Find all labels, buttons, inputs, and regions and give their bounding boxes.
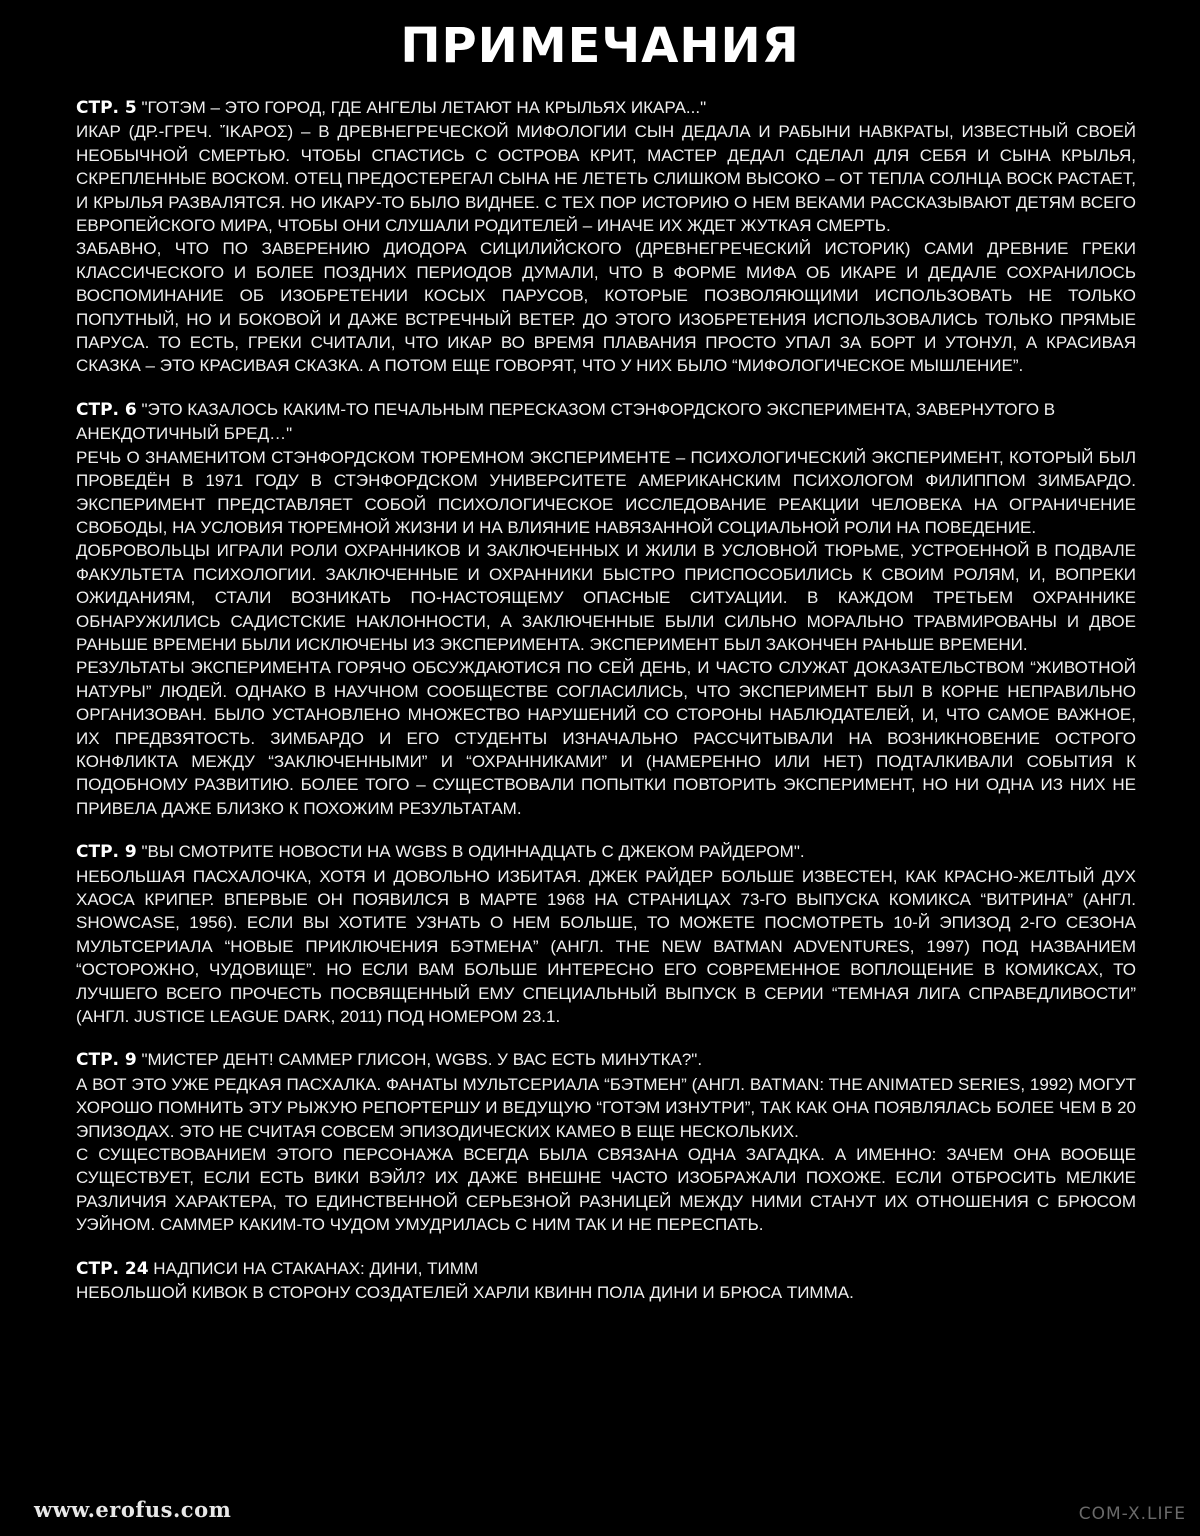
note-paragraph: ИКАР (ДР.-ГРЕЧ. ἼΚΑΡΟΣ) – В ДРЕВНЕГРЕЧЕСКОЙ МИФОЛОГИИ СЫН ДЕДАЛА И РАБЫНИ НАВКРАТЫ, ИЗВЕСТНЫЙ СВОЕЙ НЕОБЫЧНОЙ СМЕРТЬЮ. ЧТОБЫ СПАСТИСЬ С ОСТРОВА КРИТ, МАСТЕР ДЕДАЛ СДЕЛАЛ ДЛЯ СЕБЯ И СЫНА КРЫЛЬЯ, СКРЕПЛЕННЫЕ ВОСКОМ. ОТЕЦ ПРЕДОСТЕРЕГАЛ СЫНА НЕ ЛЕТЕТЬ СЛИШКОМ ВЫСОКО – ОТ ТЕПЛА СОЛНЦА ВОСК РАСТАЕТ, И КРЫЛЬЯ РАЗВАЛЯТСЯ. НО ИКАРУ-ТО БЫЛО ВИДНЕЕ. С ТЕХ ПОР ИСТОРИЮ О НЕМ ВЕКАМИ РАССКАЗЫВАЮТ ДЕТЯМ ВСЕГО ЕВРОПЕЙСКОГО МИРА, ЧТОБЫ ОНИ СЛУШАЛИ РОДИТЕЛЕЙ – ИНАЧЕ ИХ ЖДЕТ ЖУТКАЯ СМЕРТЬ.	[76, 122, 1136, 236]
note-heading	[76, 840, 1136, 864]
note-paragraph: А ВОТ ЭТО УЖЕ РЕДКАЯ ПАСХАЛКА. ФАНАТЫ МУЛЬТСЕРИАЛА “БЭТМЕН” (АНГЛ. BATMAN: THE ANIMATED SERIES, 1992) МОГУТ ХОРОШО ПОМНИТЬ ЭТУ РЫЖУЮ РЕПОРТЕРШУ И ВЕДУЩУЮ “ГОТЭМ ИЗНУТРИ”, ТАК КАК ОНА ПОЯВЛЯЛАСЬ БОЛЕЕ ЧЕМ В 20 ЭПИЗОДАХ. ЭТО НЕ СЧИТАЯ СОВСЕМ ЭПИЗОДИЧЕСКИХ КАМЕО В ЕЩЕ НЕСКОЛЬКИХ.	[76, 1074, 1136, 1141]
note-heading	[76, 1048, 1136, 1072]
note-page-9-creeper	[76, 840, 1136, 1028]
note-paragraph: НЕБОЛЬШАЯ ПАСХАЛОЧКА, ХОТЯ И ДОВОЛЬНО ИЗБИТАЯ. ДЖЕК РАЙДЕР БОЛЬШЕ ИЗВЕСТЕН, КАК КРАСНО-ЖЕЛТЫЙ ДУХ ХАОСА КРИПЕР. ВПЕРВЫЕ ОН ПОЯВИЛСЯ В МАРТЕ 1968 НА СТРАНИЦАХ 73-ГО ВЫПУСКА КОМИКСА “ВИТРИНА” (АНГЛ. SHOWCASE, 1956). ЕСЛИ ВЫ ХОТИТЕ УЗНАТЬ О НЕМ БОЛЬШЕ, ТО МОЖЕТЕ ПОСМОТРЕТЬ 10-Й ЭПИЗОД 2-ГО СЕЗОНА МУЛЬТСЕРИАЛА “НОВЫЕ ПРИКЛЮЧЕНИЯ БЭТМЕНА” (АНГЛ. THE NEW BATMAN ADVENTURES, 1997) ПОД НАЗВАНИЕМ “ОСТОРОЖНО, ЧУДОВИЩЕ”. НО ЕСЛИ ВАМ БОЛЬШЕ ИНТЕРЕСНО ЕГО СОВРЕМЕННОЕ ВОПЛОЩЕНИЕ В КОМИКСАХ, ТО ЛУЧШЕГО ВСЕГО ПРОЧЕСТЬ ПОСВЯЩЕННЫЙ ЕМУ СПЕЦИАЛЬНЫЙ ВЫПУСК В СЕРИИ “ТЕМНАЯ ЛИГА СПРАВЕДЛИВОСТИ” (АНГЛ. JUSTICE LEAGUE DARK, 2011) ПОД НОМЕРОМ 23.1.	[76, 866, 1136, 1027]
note-quote: "ГОТЭМ – ЭТО ГОРОД, ГДЕ АНГЕЛЫ ЛЕТАЮТ НА КРЫЛЬЯХ ИКАРА..."	[136, 98, 707, 117]
watermark-site-left: www.erofus.com	[34, 1497, 232, 1522]
note-quote: НАДПИСИ НА СТАКАНАХ: ДИНИ, ТИММ	[148, 1258, 479, 1278]
note-heading	[76, 96, 1136, 120]
note-quote: "ЭТО КАЗАЛОСЬ КАКИМ-ТО ПЕЧАЛЬНЫМ ПЕРЕСКАЗОМ СТЭНФОРДСКОГО ЭКСПЕРИМЕНТА, ЗАВЕРНУТОГО В АНЕКДОТИЧНЫЙ БРЕД…"	[76, 399, 1056, 444]
page-title: ПРИМЕЧАНИЯ	[400, 18, 800, 74]
note-paragraph: ДОБРОВОЛЬЦЫ ИГРАЛИ РОЛИ ОХРАННИКОВ И ЗАКЛЮЧЕННЫХ И ЖИЛИ В УСЛОВНОЙ ТЮРЬМЕ, УСТРОЕННОЙ В ПОДВАЛЕ ФАКУЛЬТЕТА ПСИХОЛОГИИ. ЗАКЛЮЧЕННЫЕ И ОХРАННИКИ БЫСТРО ПРИСПОСОБИЛИСЬ К СВОИМ РОЛЯМ, И, ВОПРЕКИ ОЖИДАНИЯМ, СТАЛИ ВОЗНИКАТЬ ПО-НАСТОЯЩЕМУ ОПАСНЫЕ СИТУАЦИИ. В КАЖДОМ ТРЕТЬЕМ ОХРАННИКЕ ОБНАРУЖИЛИСЬ САДИСТСКИЕ НАКЛОННОСТИ, А ЗАКЛЮЧЕННЫЕ БЫЛИ СИЛЬНО МОРАЛЬНО ТРАВМИРОВАНЫ И ДВОЕ РАНЬШЕ ВРЕМЕНИ БЫЛИ ИСКЛЮЧЕНЫ ИЗ ЭКСПЕРИМЕНТА. ЭКСПЕРИМЕНТ БЫЛ ЗАКОНЧЕН РАНЬШЕ ВРЕМЕНИ.	[76, 541, 1136, 654]
note-paragraph: НЕБОЛЬШОЙ КИВОК В СТОРОНУ СОЗДАТЕЛЕЙ ХАРЛИ КВИНН ПОЛА ДИНИ И БРЮСА ТИММА.	[76, 1283, 854, 1303]
note-paragraph: РЕЗУЛЬТАТЫ ЭКСПЕРИМЕНТА ГОРЯЧО ОБСУЖДАЮТИСЯ ПО СЕЙ ДЕНЬ, И ЧАСТО СЛУЖАТ ДОКАЗАТЕЛЬСТВОМ “ЖИВОТНОЙ НАТУРЫ” ЛЮДЕЙ. ОДНАКО В НАУЧНОМ СООБЩЕСТВЕ СОГЛАСИЛИСЬ, ЧТО ЭКСПЕРИМЕНТ БЫЛ В КОРНЕ НЕПРАВИЛЬНО ОРГАНИЗОВАН. БЫЛО УСТАНОВЛЕНО МНОЖЕСТВО НАРУШЕНИЙ СО СТОРОНЫ НАБЛЮДАТЕЛЕЙ, И, ЧТО САМОЕ ВАЖНОЕ, ИХ ПРЕДВЗЯТОСТЬ. ЗИМБАРДО И ЕГО СТУДЕНТЫ ИЗНАЧАЛЬНО РАССЧИТЫВАЛИ НА ВОЗНИКНОВЕНИЕ ОСТРОГО КОНФЛИКТА МЕЖДУ “ЗАКЛЮЧЕННЫМИ” И “ОХРАННИКАМИ” И (НАМЕРЕННО ИЛИ НЕТ) ПОДТАЛКИВАЛИ СОБЫТИЯ К ПОДОБНОМУ РАЗВИТИЮ. БОЛЕЕ ТОГО – СУЩЕСТВОВАЛИ ПОПЫТКИ ПОВТОРИТЬ ЭКСПЕРИМЕНТ, НО НИ ОДНА ИЗ НИХ НЕ ПРИВЕЛА ДАЖЕ БЛИЗКО К ПОХОЖИМ РЕЗУЛЬТАТАМ.	[76, 658, 1136, 818]
note-page-5	[76, 96, 1136, 378]
notes-list	[76, 96, 1136, 1325]
page-ref: СТР. 9	[76, 1050, 137, 1071]
note-page-9-summer	[76, 1048, 1136, 1236]
note-heading	[76, 1257, 1136, 1281]
page-ref: СТР. 24	[76, 1258, 149, 1279]
note-quote: "ВЫ СМОТРИТЕ НОВОСТИ НА WGBS В ОДИННАДЦАТЬ С ДЖЕКОМ РАЙДЕРОМ".	[136, 842, 805, 862]
note-paragraph: РЕЧЬ О ЗНАМЕНИТОМ СТЭНФОРДСКОМ ТЮРЕМНОМ ЭКСПЕРИМЕНТЕ – ПСИХОЛОГИЧЕСКИЙ ЭКСПЕРИМЕНТ, КОТОРЫЙ БЫЛ ПРОВЕДЁН В 1971 ГОДУ В СТЭНФОРДСКОМ УНИВЕРСИТЕТЕ АМЕРИКАНСКИМ ПСИХОЛОГОМ ФИЛИППОМ ЗИМБАРДО. ЭКСПЕРИМЕНТ ПРЕДСТАВЛЯЕТ СОБОЙ ПСИХОЛОГИЧЕСКОЕ ИССЛЕДОВАНИЕ РЕАКЦИИ ЧЕЛОВЕКА НА ОГРАНИЧЕНИЕ СВОБОДЫ, НА УСЛОВИЯ ТЮРЕМНОЙ ЖИЗНИ И НА ВЛИЯНИЕ НАВЯЗАННОЙ СОЦИАЛЬНОЙ РОЛИ НА ПОВЕДЕНИЕ.	[76, 447, 1136, 537]
page-ref: СТР. 6	[76, 399, 137, 420]
note-page-6	[76, 398, 1136, 820]
page-ref: СТР. 5	[76, 98, 137, 118]
note-page-24	[76, 1257, 1136, 1305]
watermark-site-right: COM-X.LIFE	[1078, 1504, 1186, 1524]
note-paragraph: ЗАБАВНО, ЧТО ПО ЗАВЕРЕНИЮ ДИОДОРА СИЦИЛИЙСКОГО (ДРЕВНЕГРЕЧЕСКИЙ ИСТОРИК) САМИ ДРЕВНИЕ ГРЕКИ КЛАССИЧЕСКОГО И БОЛЕЕ ПОЗДНИХ ПЕРИОДОВ ДУМАЛИ, ЧТО В ФОРМЕ МИФА ОБ ИКАРЕ И ДЕДАЛЕ СОХРАНИЛОСЬ ВОСПОМИНАНИЕ ОБ ИЗОБРЕТЕНИИ КОСЫХ ПАРУСОВ, КОТОРЫЕ ПОЗВОЛЯЮЩИМИ ИСПОЛЬЗОВАТЬ НЕ ТОЛЬКО ПОПУТНЫЙ, НО И БОКОВОЙ И ДАЖЕ ВСТРЕЧНЫЙ ВЕТЕР. ДО ЭТОГО ИЗОБРЕТЕНИЯ ИСПОЛЬЗОВАЛИСЬ ТОЛЬКО ПРЯМЫЕ ПАРУСА. ТО ЕСТЬ, ГРЕКИ СЧИТАЛИ, ЧТО ИКАР ВО ВРЕМЯ ПЛАВАНИЯ ПРОСТО УПАЛ ЗА БОРТ И УТОНУЛ, А КРАСИВАЯ СКАЗКА – ЭТО КРАСИВАЯ СКАЗКА. А ПОТОМ ЕЩЕ ГОВОРЯТ, ЧТО У НИХ БЫЛО “МИФОЛОГИЧЕСКОЕ МЫШЛЕНИЕ”.	[76, 239, 1136, 376]
note-heading	[76, 398, 1136, 446]
note-paragraph: С СУЩЕСТВОВАНИЕМ ЭТОГО ПЕРСОНАЖА ВСЕГДА БЫЛА СВЯЗАНА ОДНА ЗАГАДКА. А ИМЕННО: ЗАЧЕМ ОНА ВООБЩЕ СУЩЕСТВУЕТ, ЕСЛИ ЕСТЬ ВИКИ ВЭЙЛ? ИХ ДАЖЕ ВНЕШНЕ ЧАСТО ИЗОБРАЖАЛИ ПОХОЖЕ. ЕСЛИ ОТБРОСИТЬ МЕЛКИЕ РАЗЛИЧИЯ ХАРАКТЕРА, ТО ЕДИНСТВЕННОЙ СЕРЬЕЗНОЙ РАЗНИЦЕЙ МЕЖДУ НИМИ СТАНУТ ИХ ОТНОШЕНИЯ С БРЮСОМ УЭЙНОМ. САММЕР КАКИМ-ТО ЧУДОМ УМУДРИЛАСЬ С НИМ ТАК И НЕ ПЕРЕСПАТЬ.	[76, 1145, 1136, 1235]
note-quote: "МИСТЕР ДЕНТ! САММЕР ГЛИСОН, WGBS. У ВАС ЕСТЬ МИНУТКА?".	[136, 1050, 703, 1070]
page-ref: СТР. 9	[76, 842, 137, 863]
